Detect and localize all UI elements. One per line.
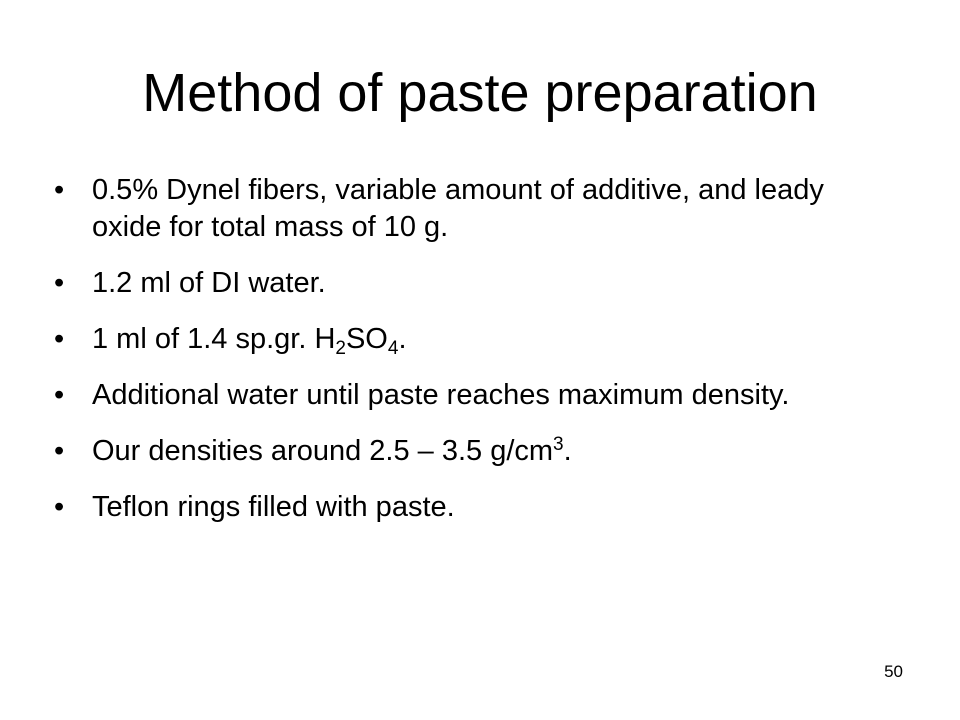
bullet-text [92, 174, 824, 243]
bullet-text-segment: . [398, 323, 407, 355]
subscript: 2 [335, 338, 346, 359]
bullet-item [54, 265, 894, 302]
bullet-dot-icon: • [54, 267, 65, 299]
bullet-text [92, 491, 455, 523]
bullet-text-segment: SO [345, 323, 388, 355]
bullet-text-segment: . [563, 435, 572, 467]
bullet-dot-icon: • [54, 435, 65, 467]
bullet-item [54, 489, 894, 526]
bullet-text-segment: 0.5% Dynel fibers, variable amount of additive, and leady oxide for total mass of 10 g. [92, 174, 824, 243]
bullet-dot-icon: • [54, 379, 65, 411]
bullet-text [92, 267, 326, 299]
bullet-dot-icon: • [54, 491, 65, 523]
bullet-dot-icon: • [54, 174, 65, 206]
bullet-item [54, 433, 894, 470]
bullet-item [54, 321, 894, 358]
bullet-text-segment: 1.2 ml of DI water. [92, 267, 326, 299]
bullet-text-segment: Teflon rings filled with paste. [92, 491, 455, 523]
bullet-text-segment: Our densities around 2.5 – 3.5 g/cm [92, 435, 554, 467]
bullet-item [54, 377, 894, 414]
bullet-list [54, 172, 894, 545]
subscript: 4 [387, 338, 399, 359]
bullet-dot-icon: • [54, 323, 65, 355]
superscript: 3 [553, 434, 564, 455]
bullet-text [92, 379, 789, 411]
slide-number: 50 [884, 662, 903, 681]
slide-title: Method of paste preparation [142, 63, 818, 123]
bullet-text [92, 323, 407, 359]
bullet-text-segment: Additional water until paste reaches maximum density. [92, 379, 790, 411]
bullet-item [54, 172, 894, 246]
bullet-text-segment: 1 ml of 1.4 sp.gr. H [92, 323, 336, 355]
bullet-text [92, 435, 572, 467]
